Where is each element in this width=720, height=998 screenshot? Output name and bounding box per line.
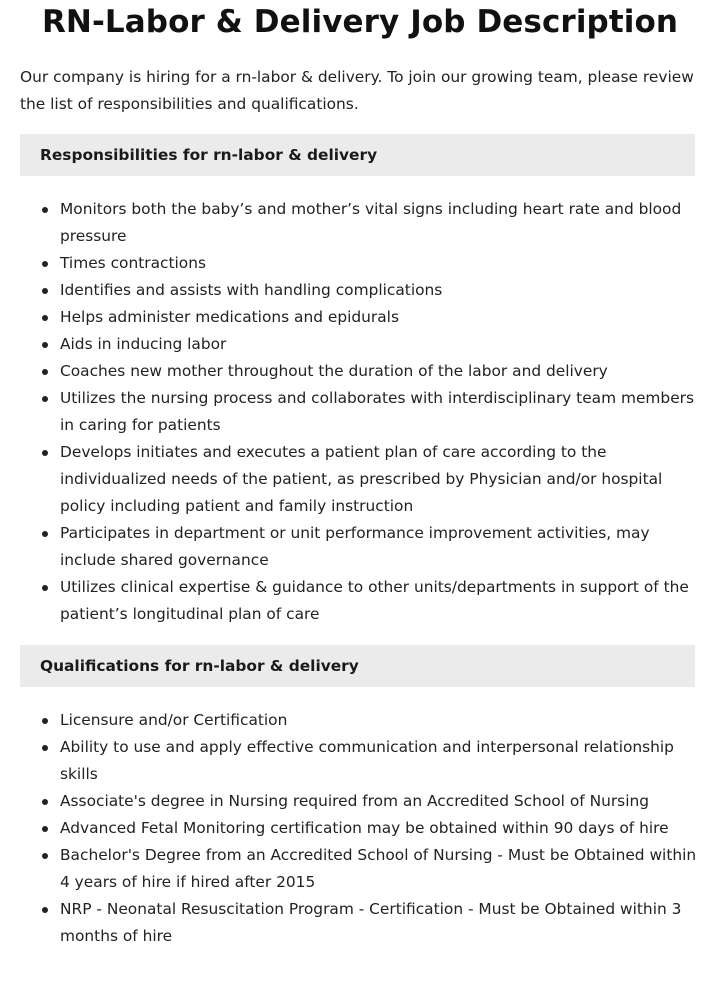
responsibilities-list [0, 196, 720, 628]
page-title: RN-Labor & Delivery Job Description [41, 4, 679, 40]
responsibility-item: Helps administer medications and epidurals [0, 304, 720, 331]
responsibilities-heading: Responsibilities for rn-labor & delivery [20, 134, 695, 176]
qualification-item: Licensure and/or Certification [0, 707, 720, 734]
qualification-item: Bachelor's Degree from an Accredited School of Nursing - Must be Obtained within 4 years of hire if hired after 2015 [0, 842, 720, 896]
responsibility-item: Identifies and assists with handling complications [0, 277, 720, 304]
responsibility-item: Utilizes the nursing process and collaborates with interdisciplinary team members in caring for patients [0, 385, 720, 439]
responsibility-item: Participates in department or unit performance improvement activities, may include shared governance [0, 520, 720, 574]
qualifications-list [0, 707, 720, 950]
responsibility-item: Utilizes clinical expertise & guidance to other units/departments in support of the patient’s longitudinal plan of care [0, 574, 720, 628]
qualifications-heading: Qualifications for rn-labor & delivery [20, 645, 695, 687]
responsibility-item: Coaches new mother throughout the duration of the labor and delivery [0, 358, 720, 385]
responsibility-item: Develops initiates and executes a patient plan of care according to the individualized needs of the patient, as prescribed by Physician and/or hospital policy including patient and family instruction [0, 439, 720, 520]
qualification-item: NRP - Neonatal Resuscitation Program - Certification - Must be Obtained within 3 months of hire [0, 896, 720, 950]
responsibility-item: Aids in inducing labor [0, 331, 720, 358]
responsibility-item: Times contractions [0, 250, 720, 277]
responsibility-item: Monitors both the baby’s and mother’s vital signs including heart rate and blood pressure [0, 196, 720, 250]
intro-paragraph: Our company is hiring for a rn-labor & delivery. To join our growing team, please review the list of responsibilities and qualifications. [20, 68, 694, 113]
qualification-item: Advanced Fetal Monitoring certification may be obtained within 90 days of hire [0, 815, 720, 842]
qualification-item: Ability to use and apply effective communication and interpersonal relationship skills [0, 734, 720, 788]
qualification-item: Associate's degree in Nursing required from an Accredited School of Nursing [0, 788, 720, 815]
